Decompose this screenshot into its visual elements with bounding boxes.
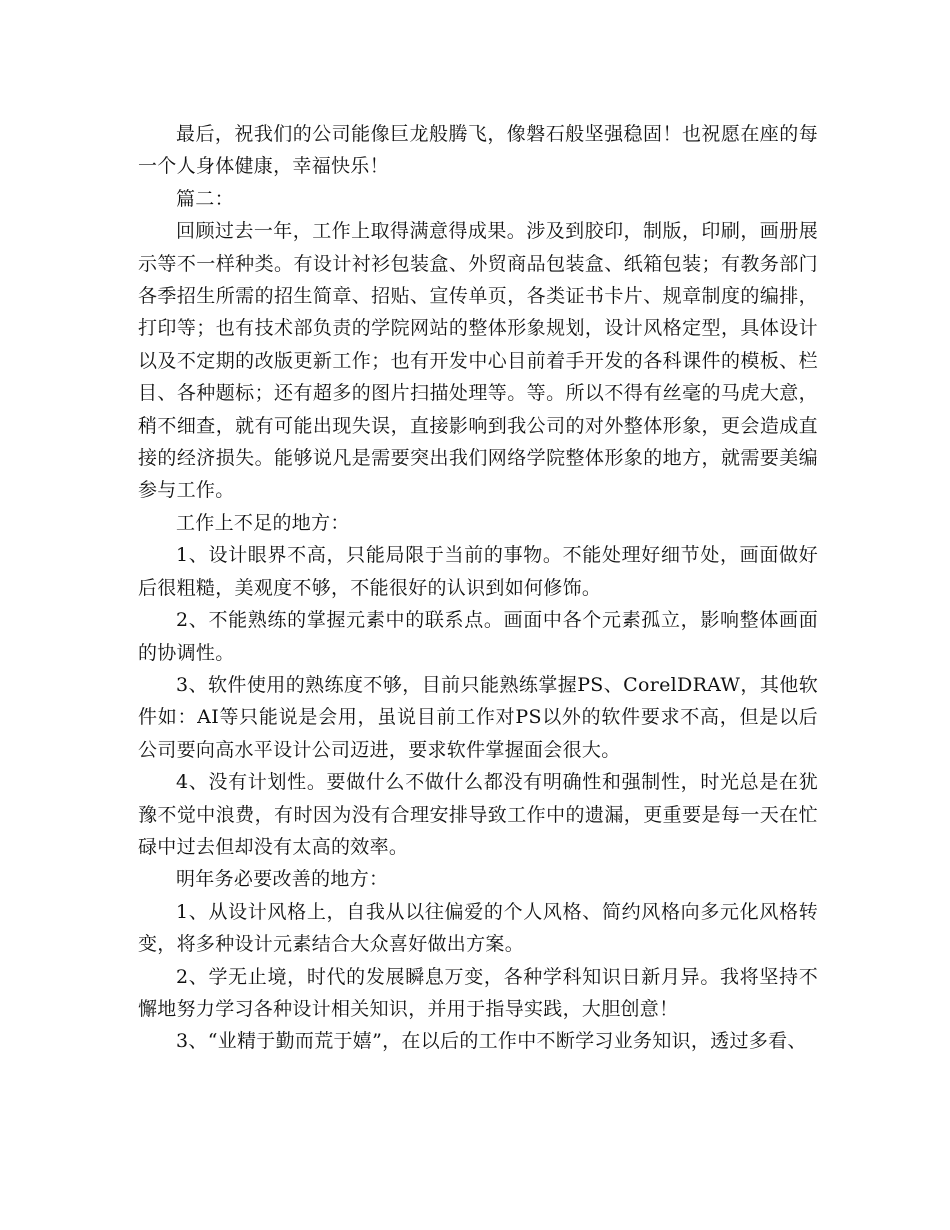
section-heading-part-two: 篇二： — [176, 187, 234, 210]
paragraph-year-review: 回顾过去一年，工作上取得满意得成果。涉及到胶印，制版，印刷，画册展示等不一样种类。有设计衬衫包装盒、外贸商品包装盒、纸箱包装；有教务部门各季招生所需的招生简章、招贴、宣传单页，各类证书卡片、规章制度的编排，打印等；也有技术部负责的学院网站的整体形象规划，设计风格定型，具体设计以及不定期的改版更新工作；也有开发中心目前着手开发的各科课件的模板、栏目、各种题标；还有超多的图片扫描处理等。等。所以不得有丝毫的马虎大意，稍不细查，就有可能出现失误，直接影响到我公司的对外整体形象，更会造成直接的经济损失。能够说凡是需要突出我们网络学院整体形象的地方，就需要美编参与工作。 — [138, 220, 818, 502]
list-item-shortcoming-1: 1、设计眼界不高，只能局限于当前的事物。不能处理好细节处，画面做好后很粗糙，美观度不够，不能很好的认识到如何修饰。 — [138, 544, 818, 599]
list-item-improvement-3: 3、“业精于勤而荒于嬉”，在以后的工作中不断学习业务知识，透过多看、 — [176, 1030, 807, 1053]
subheading-shortcomings: 工作上不足的地方： — [176, 511, 350, 534]
list-item-improvement-2: 2、学无止境，时代的发展瞬息万变，各种学科知识日新月异。我将坚持不懈地努力学习各种设计相关知识，并用于指导实践，大胆创意！ — [138, 965, 818, 1020]
list-item-shortcoming-3: 3、软件使用的熟练度不够，目前只能熟练掌握PS、CorelDRAW，其他软件如：AI等只能说是会用，虽说目前工作对PS以外的软件要求不高，但是以后公司要向高水平设计公司迈进，要求软件掌握面会很大。 — [138, 673, 818, 761]
subheading-improvements: 明年务必要改善的地方： — [176, 868, 389, 891]
list-item-improvement-1: 1、从设计风格上，自我从以往偏爱的个人风格、简约风格向多元化风格转变，将多种设计元素结合大众喜好做出方案。 — [138, 900, 818, 956]
list-item-shortcoming-4: 4、没有计划性。要做什么不做什么都没有明确性和强制性，时光总是在犹豫不觉中浪费，有时因为没有合理安排导致工作中的遗漏，更重要是每一天在忙碌中过去但却没有太高的效率。 — [138, 771, 818, 858]
paragraph-closing-wish: 最后，祝我们的公司能像巨龙般腾飞，像磐石般坚强稳固！也祝愿在座的每一个人身体健康，幸福快乐！ — [138, 123, 818, 178]
list-item-shortcoming-2: 2、不能熟练的掌握元素中的联系点。画面中各个元素孤立，影响整体画面的协调性。 — [138, 609, 818, 664]
document-body — [138, 118, 818, 1058]
